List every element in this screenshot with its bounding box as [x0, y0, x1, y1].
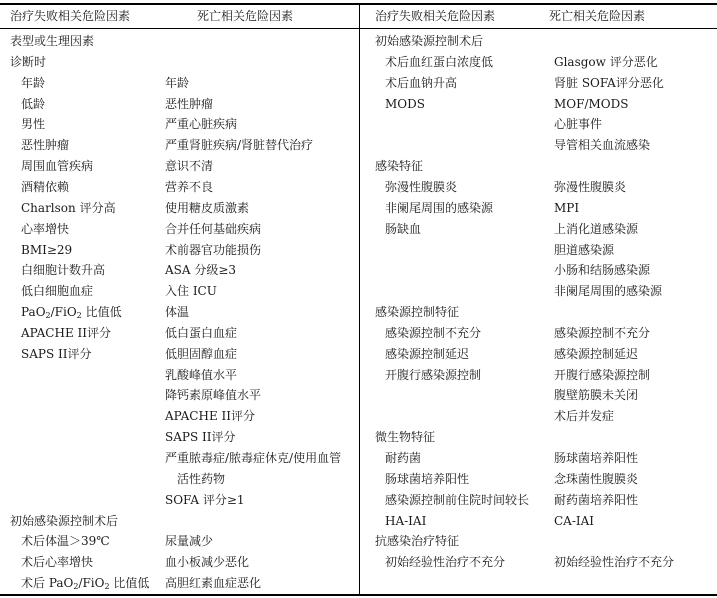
mortality-factor: 血小板减少恶化	[165, 555, 250, 570]
failure-factor: 初始经验性治疗不充分	[385, 555, 506, 570]
failure-factor: 低龄	[21, 96, 46, 111]
mortality-factor: SOFA 评分≥1	[165, 492, 245, 507]
mortality-factor: 意识不清	[165, 159, 214, 174]
mortality-factor: 尿量减少	[165, 534, 214, 549]
mortality-factor: 肾脏 SOFA评分恶化	[554, 75, 664, 90]
mortality-factor: SAPS II评分	[165, 430, 236, 445]
mortality-factor: 高胆红素血症恶化	[165, 576, 262, 591]
mortality-factor: 感染源控制不充分	[554, 325, 651, 340]
failure-factor: 肠缺血	[385, 221, 422, 236]
mortality-factor: 乳酸峰值水平	[165, 367, 238, 382]
failure-factor: 感染源控制延迟	[385, 346, 470, 361]
mortality-factor: 念珠菌性腹膜炎	[554, 471, 639, 486]
mortality-factor: 初始经验性治疗不充分	[554, 555, 675, 570]
failure-factor: SAPS II评分	[21, 346, 92, 361]
mortality-factor: 严重肾脏疾病/肾脏替代治疗	[165, 138, 314, 153]
failure-factor: 术后体温＞39℃	[21, 534, 110, 549]
mortality-factor: 腹壁筋膜未关闭	[554, 388, 639, 403]
section-heading: 初始感染源控制术后	[10, 513, 119, 528]
section-heading: 微生物特征	[375, 430, 436, 445]
header-right-treatment-failure: 治疗失败相关危险因素	[375, 9, 496, 23]
failure-factor: MODS	[385, 96, 425, 111]
failure-factor: 酒精依赖	[21, 179, 70, 194]
mortality-factor: 非阑尾周围的感染源	[554, 284, 663, 299]
failure-factor: 肠球菌培养阳性	[385, 471, 470, 486]
failure-factor: 术后 PaO$_2$/FiO$_2$ 比值低	[21, 576, 150, 592]
mortality-factor: 活性药物	[177, 471, 226, 486]
mortality-factor: 年龄	[165, 75, 190, 90]
section-heading: 表型或生理因素	[10, 34, 95, 48]
column-divider	[359, 3, 360, 595]
mortality-factor: 术后并发症	[554, 409, 615, 424]
mortality-factor: 小肠和结肠感染源	[554, 263, 651, 278]
failure-factor: PaO$_2$/FiO$_2$ 比值低	[21, 305, 122, 321]
header-right-mortality: 死亡相关危险因素	[549, 9, 646, 23]
failure-factor: HA-IAI	[385, 513, 427, 528]
failure-factor: Charlson 评分高	[21, 200, 116, 215]
mortality-factor: 术前器官功能损伤	[165, 242, 262, 257]
failure-factor: 术后血红蛋白浓度低	[385, 54, 494, 69]
mortality-factor: 耐药菌培养阳性	[554, 492, 639, 507]
mortality-factor: 胆道感染源	[554, 242, 615, 257]
mortality-factor: 肠球菌培养阳性	[554, 451, 639, 465]
mortality-factor: 使用糖皮质激素	[165, 200, 250, 215]
section-heading: 感染源控制特征	[375, 305, 460, 320]
mortality-factor: 严重脓毒症/脓毒症休克/使用血管	[165, 451, 342, 465]
failure-factor: 感染源控制前住院时间较长	[385, 492, 530, 507]
failure-factor: APACHE II评分	[21, 325, 112, 340]
section-heading: 初始感染源控制术后	[375, 34, 484, 48]
mortality-factor: 低白蛋白血症	[165, 325, 238, 340]
mortality-factor: Glasgow 评分恶化	[554, 54, 658, 69]
mortality-factor: 导管相关血流感染	[554, 138, 651, 153]
mortality-factor: 心脏事件	[554, 117, 603, 132]
mortality-factor: 感染源控制延迟	[554, 346, 639, 361]
failure-factor: 开腹行感染源控制	[385, 367, 482, 382]
header-left-treatment-failure: 治疗失败相关危险因素	[10, 9, 131, 23]
mortality-factor: 弥漫性腹膜炎	[554, 179, 627, 194]
failure-factor: 术后血钠升高	[385, 75, 458, 90]
mortality-factor: 降钙素原峰值水平	[165, 388, 262, 403]
failure-factor: 心率增快	[21, 221, 70, 236]
mortality-factor: ASA 分级≥3	[165, 263, 237, 278]
failure-factor: 恶性肿瘤	[21, 138, 70, 153]
mortality-factor: APACHE II评分	[165, 409, 256, 424]
mortality-factor: 合并任何基础疾病	[165, 221, 262, 236]
mortality-factor: 体温	[165, 305, 190, 320]
mortality-factor: 上消化道感染源	[554, 221, 639, 236]
mortality-factor: MPI	[554, 200, 580, 215]
header-left-mortality: 死亡相关危险因素	[197, 9, 294, 23]
failure-factor: 耐药菌	[385, 451, 422, 465]
failure-factor: 周围血管疾病	[21, 159, 94, 174]
failure-factor: 年龄	[21, 75, 46, 90]
failure-factor: 低白细胞血症	[21, 284, 94, 299]
mortality-factor: MOF/MODS	[554, 96, 629, 111]
failure-factor: 感染源控制不充分	[385, 325, 482, 340]
failure-factor: 术后心率增快	[21, 555, 94, 570]
failure-factor: 弥漫性腹膜炎	[385, 179, 458, 194]
failure-factor: 男性	[21, 117, 46, 132]
failure-factor: BMI≥29	[21, 242, 73, 257]
mortality-factor: 低胆固醇血症	[165, 346, 238, 361]
section-heading: 感染特征	[375, 159, 424, 174]
mortality-factor: 营养不良	[165, 179, 214, 194]
failure-factor: 非阑尾周围的感染源	[385, 200, 494, 215]
section-heading: 诊断时	[10, 54, 47, 69]
section-heading: 抗感染治疗特征	[375, 534, 460, 549]
mortality-factor: 恶性肿瘤	[165, 96, 214, 111]
mortality-factor: CA-IAI	[554, 513, 595, 528]
failure-factor: 白细胞计数升高	[21, 263, 106, 278]
mortality-factor: 严重心脏疾病	[165, 117, 238, 132]
mortality-factor: 开腹行感染源控制	[554, 367, 651, 382]
mortality-factor: 入住 ICU	[165, 284, 217, 299]
